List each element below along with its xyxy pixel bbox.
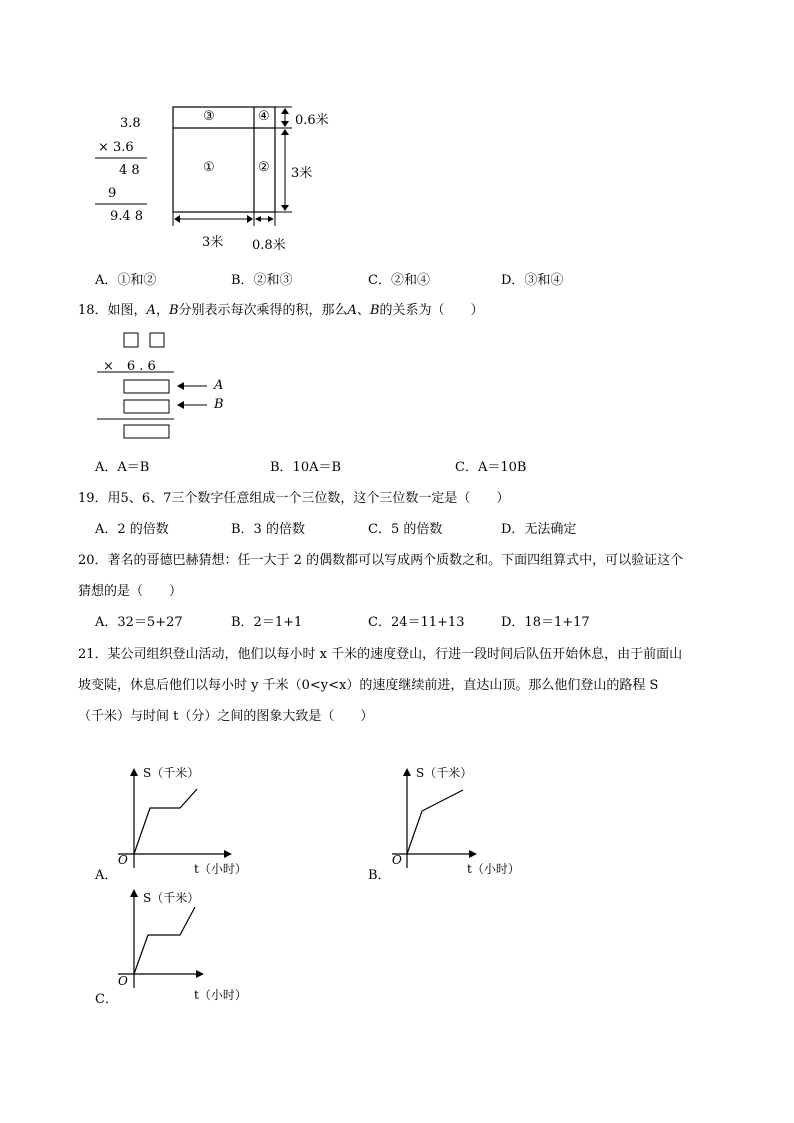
dim-top-right: 0.6米 [295,113,329,128]
graph-b-origin: O [392,853,402,867]
graph-a-ylabel: S（千米） [143,766,200,780]
q17-option-c[interactable]: C．②和④ [368,273,430,288]
q20-option-a[interactable]: A．32＝5+27 [95,615,183,630]
q19-option-d[interactable]: D．无法确定 [501,522,577,537]
q18-option-a[interactable]: A．A＝B [95,460,150,475]
digit-box-1 [124,333,138,347]
q20-option-d[interactable]: D．18＝1+17 [501,615,590,630]
product-box-a [124,380,169,393]
q18-mult-row: × 6 . 6 [103,359,156,374]
q19-option-a[interactable]: A．2 的倍数 [95,522,169,537]
q17-option-a[interactable]: A．①和② [95,273,157,288]
q18-question: 18．如图，A，B分别表示每次乘得的积，那么A、B的关系为（ ） [78,303,484,318]
q21-question-line3: （千米）与时间 t（分）之间的图象大致是（ ） [78,709,374,724]
q21-question-line1: 21．某公司组织登山活动，他们以每小时 x 千米的速度登山，行进一段时间后队伍开始休息，由于前面山 [78,647,683,662]
q18-label-b: B [214,397,224,412]
cell-3-label: ③ [203,109,215,124]
q20-option-c[interactable]: C．24＝11+13 [368,615,465,630]
graph-a-xlabel: t（小时） [194,862,247,876]
graph-b-ylabel: S（千米） [416,766,473,780]
q21-graph-b [392,768,477,868]
q21-question-line2: 坡变陡，休息后他们以每小时 y 千米（0<y<x）的速度继续前进，直达山顶。那么他们登山的路程 S [78,678,659,693]
q20-question-line1: 20．著名的哥德巴赫猜想：任一大于 2 的偶数都可以写成两个质数之和。下面四组算式中，可以验证这个 [78,553,684,568]
mult-row-4: 9 [108,186,117,201]
q21-option-c[interactable]: C． [95,992,118,1007]
cell-1-label: ① [203,160,215,175]
graph-c-xlabel: t（小时） [194,988,247,1002]
dim-bottom-right: 0.8米 [252,238,286,253]
q19-option-b[interactable]: B．3 的倍数 [231,522,305,537]
mult-row-5: 9.4 8 [110,209,144,224]
mult-row-1: 3.8 [120,116,141,131]
mult-row-3: 4 8 [119,163,140,178]
product-box-total [124,425,169,438]
digit-box-2 [150,333,164,347]
q17-option-b[interactable]: B．②和③ [231,273,293,288]
q18-option-b[interactable]: B．10A＝B [270,460,342,475]
q19-option-c[interactable]: C．5 的倍数 [368,522,443,537]
q20-option-b[interactable]: B．2＝1+1 [231,615,303,630]
q17-rect-figure [173,107,292,226]
mult-row-2: × 3.6 [98,140,134,155]
cell-4-label: ④ [258,109,270,124]
graph-c-ylabel: S（千米） [143,891,200,905]
q18-option-c[interactable]: C．A＝10B [455,460,527,475]
q18-label-a: A [214,378,224,393]
dim-right: 3米 [291,166,313,181]
q17-option-d[interactable]: D．③和④ [501,273,564,288]
graph-a-origin: O [118,853,128,867]
q19-question: 19．用5、6、7三个数字任意组成一个三位数，这个三位数一定是（ ） [78,491,510,506]
q21-option-a[interactable]: A． [95,868,118,883]
dim-bottom-left: 3米 [202,235,224,250]
product-box-b [124,400,169,413]
cell-2-label: ② [258,160,270,175]
graph-b-xlabel: t（小时） [467,862,520,876]
q21-graph-a [118,768,232,868]
graph-c-origin: O [118,974,128,988]
q20-question-line2: 猜想的是（ ） [78,584,183,599]
q21-option-b[interactable]: B． [368,868,391,883]
q18-figure [97,333,207,438]
